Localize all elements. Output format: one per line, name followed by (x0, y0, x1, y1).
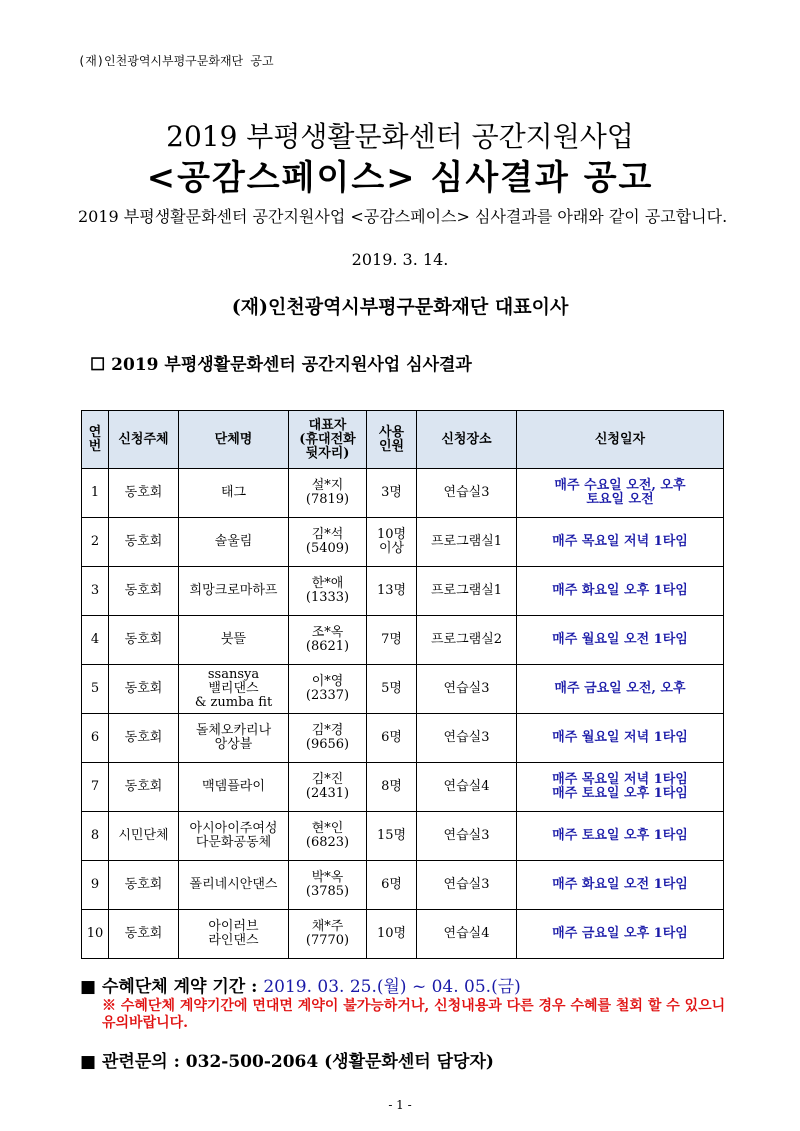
cell-representative: 김*진 (2431) (289, 763, 367, 812)
table-row (82, 567, 724, 616)
cell-no: 6 (82, 714, 109, 763)
header-group-name: 단체명 (179, 411, 289, 469)
cell-venue: 연습실3 (417, 469, 517, 518)
header-no: 연번 (82, 411, 109, 469)
cell-no: 9 (82, 861, 109, 910)
table-row (82, 861, 724, 910)
cell-group-name: 폴리네시안댄스 (179, 861, 289, 910)
cell-schedule: 매주 목요일 저녁 1타임 (517, 518, 724, 567)
cell-representative: 설*지 (7819) (289, 469, 367, 518)
contract-period-value: 2019. 03. 25.(월) ~ 04. 05.(금) (263, 977, 521, 997)
cell-schedule: 매주 금요일 오전, 오후 (517, 665, 724, 714)
cell-venue: 프로그램실2 (417, 616, 517, 665)
cell-group-name: ssansya 밸리댄스 & zumba fit (179, 665, 289, 714)
cell-schedule: 매주 수요일 오전, 오후 토요일 오전 (517, 469, 724, 518)
cell-members: 13명 (367, 567, 417, 616)
cell-no: 1 (82, 469, 109, 518)
cell-venue: 연습실3 (417, 665, 517, 714)
cell-members: 15명 (367, 812, 417, 861)
cell-applicant-type: 동호회 (109, 567, 179, 616)
contact-label: 관련문의 : (101, 1052, 180, 1072)
contract-label: 수혜단체 계약 기간 : (101, 977, 258, 997)
cell-no: 2 (82, 518, 109, 567)
cell-venue: 프로그램실1 (417, 567, 517, 616)
cell-schedule: 매주 화요일 오전 1타임 (517, 861, 724, 910)
header-applicant-type: 신청주체 (109, 411, 179, 469)
cell-schedule: 매주 월요일 저녁 1타임 (517, 714, 724, 763)
contract-period (80, 972, 521, 997)
square-marker-icon: ■ (80, 1052, 97, 1072)
cell-members: 3명 (367, 469, 417, 518)
cell-group-name: 아이러브 라인댄스 (179, 910, 289, 959)
cell-representative: 한*애 (1333) (289, 567, 367, 616)
signer: (재)인천광역시부평구문화재단 대표이사 (231, 296, 569, 318)
table-header-row (82, 411, 724, 469)
cell-venue: 연습실3 (417, 714, 517, 763)
cell-members: 10명 이상 (367, 518, 417, 567)
cell-group-name: 아시아이주여성 다문화공동체 (179, 812, 289, 861)
cell-members: 5명 (367, 665, 417, 714)
header-schedule: 신청일자 (517, 411, 724, 469)
cell-group-name: 태그 (179, 469, 289, 518)
table-row (82, 714, 724, 763)
cell-no: 7 (82, 763, 109, 812)
cell-no: 4 (82, 616, 109, 665)
table-row (82, 665, 724, 714)
cell-no: 5 (82, 665, 109, 714)
cell-representative: 이*영 (2337) (289, 665, 367, 714)
cell-members: 10명 (367, 910, 417, 959)
section-title-text: 2019 부평생활문화센터 공간지원사업 심사결과 (111, 355, 472, 375)
cell-group-name: 붓뜰 (179, 616, 289, 665)
contact-phone: 032-500-2064 (185, 1052, 319, 1072)
cell-no: 8 (82, 812, 109, 861)
cell-applicant-type: 동호회 (109, 616, 179, 665)
table-row (82, 812, 724, 861)
cell-schedule: 매주 화요일 오후 1타임 (517, 567, 724, 616)
cell-members: 6명 (367, 714, 417, 763)
cell-group-name: 맥뎀플라이 (179, 763, 289, 812)
cell-schedule: 매주 금요일 오후 1타임 (517, 910, 724, 959)
header-members: 사용 인원 (367, 411, 417, 469)
cell-venue: 연습실3 (417, 812, 517, 861)
cell-representative: 채*주 (7770) (289, 910, 367, 959)
cell-applicant-type: 동호회 (109, 861, 179, 910)
contact-info (80, 1047, 494, 1072)
cell-applicant-type: 동호회 (109, 518, 179, 567)
section-title (90, 350, 472, 375)
page-number: - 1 - (388, 1098, 412, 1112)
cell-members: 7명 (367, 616, 417, 665)
header-venue: 신청장소 (417, 411, 517, 469)
cell-applicant-type: 시민단체 (109, 812, 179, 861)
page-title-line2: <공감스페이스> 심사결과 공고 (146, 158, 654, 198)
table-row (82, 763, 724, 812)
cell-applicant-type: 동호회 (109, 763, 179, 812)
cell-members: 8명 (367, 763, 417, 812)
cell-schedule: 매주 목요일 저녁 1타임 매주 토요일 오후 1타임 (517, 763, 724, 812)
cell-representative: 조*옥 (8621) (289, 616, 367, 665)
results-table (81, 410, 724, 959)
intro-text: 2019 부평생활문화센터 공간지원사업 <공감스페이스> 심사결과를 아래와 같이 공고합니다. (78, 207, 728, 226)
header-representative: 대표자 (휴대전화 뒷자리) (289, 411, 367, 469)
cell-representative: 김*석 (5409) (289, 518, 367, 567)
page-title-line1: 2019 부평생활문화센터 공간지원사업 (166, 120, 634, 153)
cell-applicant-type: 동호회 (109, 665, 179, 714)
cell-venue: 연습실4 (417, 763, 517, 812)
announcement-date: 2019. 3. 14. (351, 250, 449, 269)
cell-no: 3 (82, 567, 109, 616)
table-row (82, 469, 724, 518)
contract-notice: ※ 수혜단체 계약기간에 면대면 계약이 불가능하거나, 신청내용과 다른 경우 수혜를 철회 할 수 있으니 유의바랍니다. (102, 998, 726, 1031)
cell-group-name: 희망크로마하프 (179, 567, 289, 616)
header-organization: (재)인천광역시부평구문화재단 공고 (78, 54, 274, 68)
cell-venue: 프로그램실1 (417, 518, 517, 567)
table-row (82, 518, 724, 567)
cell-schedule: 매주 월요일 오전 1타임 (517, 616, 724, 665)
square-marker-icon: ■ (80, 977, 97, 997)
cell-applicant-type: 동호회 (109, 910, 179, 959)
table-row (82, 910, 724, 959)
contact-note: (생활문화센터 담당자) (324, 1052, 494, 1072)
cell-schedule: 매주 토요일 오후 1타임 (517, 812, 724, 861)
cell-representative: 박*옥 (3785) (289, 861, 367, 910)
cell-venue: 연습실4 (417, 910, 517, 959)
cell-applicant-type: 동호회 (109, 714, 179, 763)
cell-applicant-type: 동호회 (109, 469, 179, 518)
cell-no: 10 (82, 910, 109, 959)
cell-members: 6명 (367, 861, 417, 910)
cell-venue: 연습실3 (417, 861, 517, 910)
cell-group-name: 솔울림 (179, 518, 289, 567)
cell-representative: 현*인 (6823) (289, 812, 367, 861)
cell-representative: 김*경 (9656) (289, 714, 367, 763)
table-row (82, 616, 724, 665)
cell-group-name: 돌체오카리나 앙상블 (179, 714, 289, 763)
checkbox-marker-icon: ☐ (90, 355, 106, 375)
